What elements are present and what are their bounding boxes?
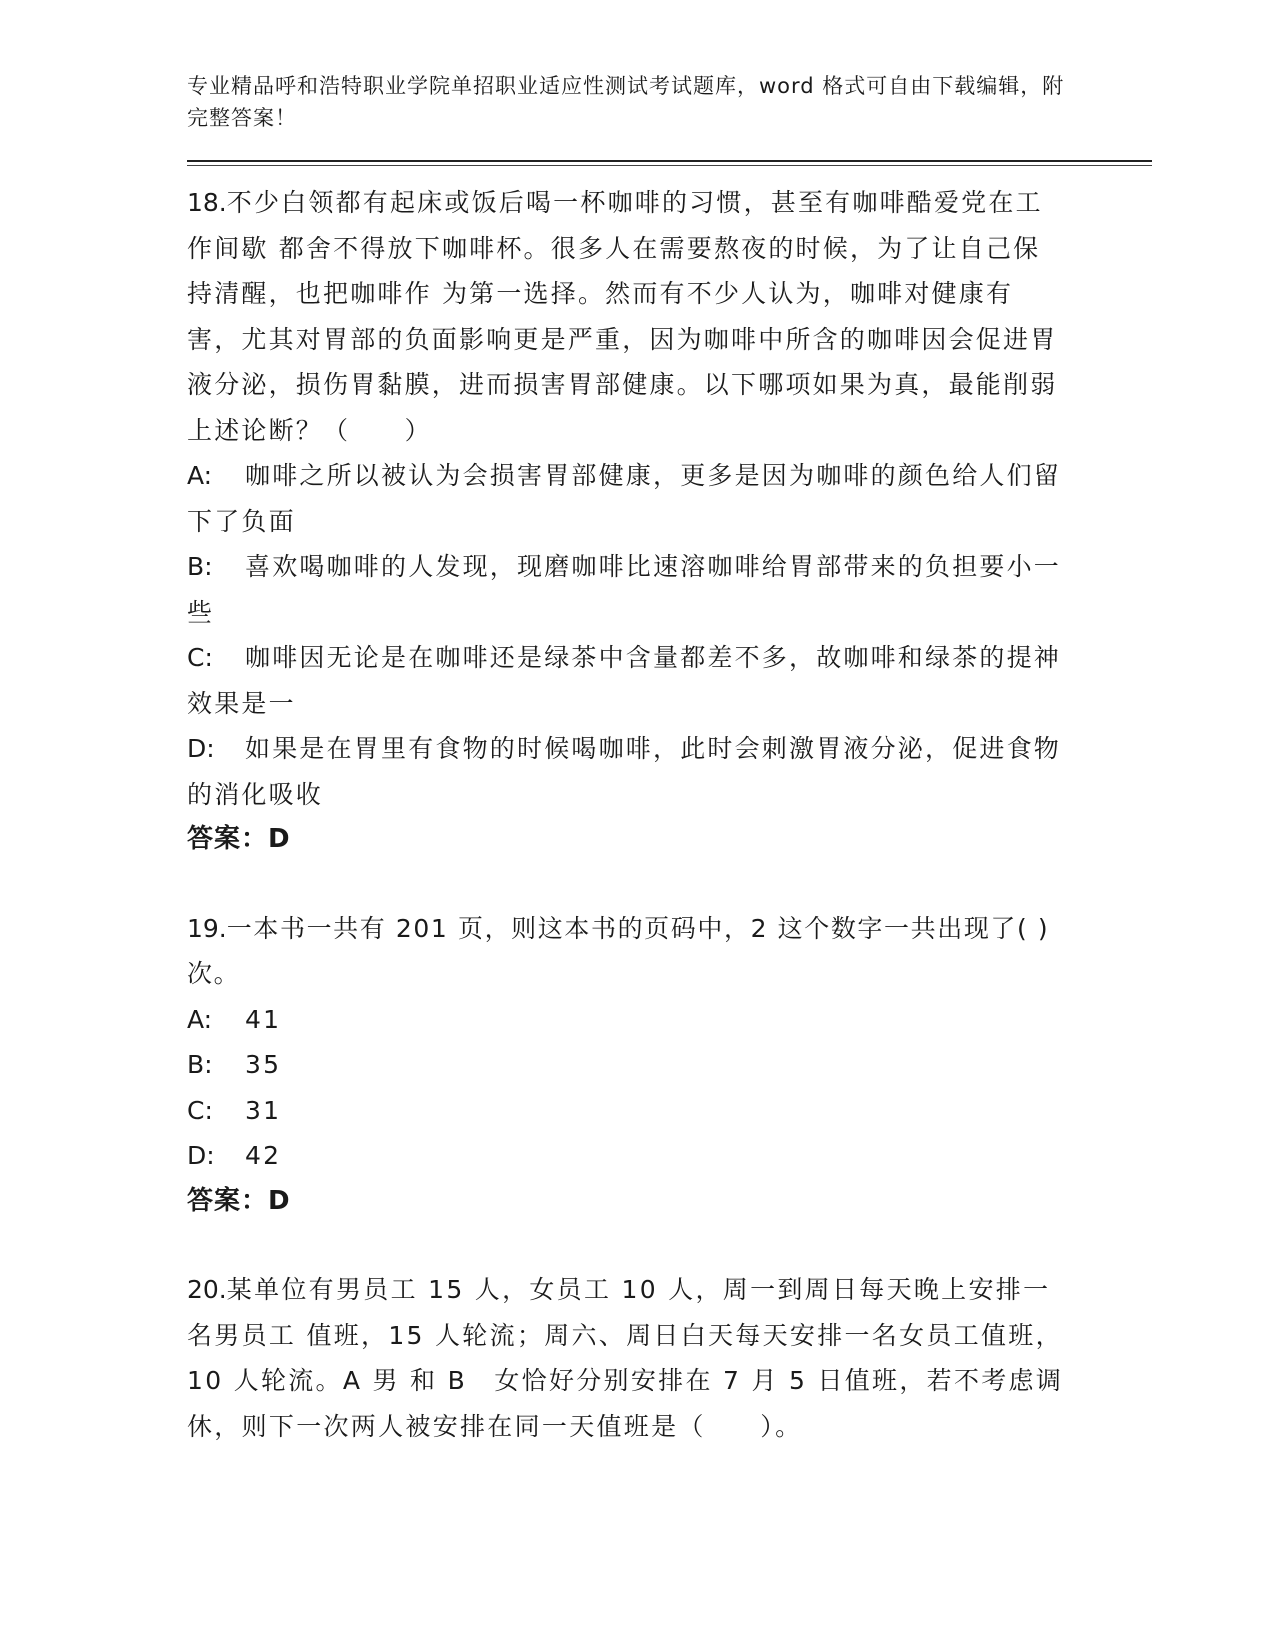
option-letter: A: [187,1004,213,1034]
option-text: 31 [245,1095,282,1125]
option-b [187,544,1067,635]
option-c [187,635,1067,726]
question-gap [187,1224,1152,1267]
option-letter: C: [187,643,213,672]
question-gap [187,863,1152,906]
question-19 [187,906,1152,1225]
question-number: 20. [187,1275,227,1304]
question-18 [187,180,1152,863]
question-stem: 某单位有男员工 15 人，女员工 10 人，周一到周日每天晚上安排一名男员工 值班，15 人轮流；周六、周日白天每天安排一名女员工值班，10 人轮流。A 男 和 B 女恰好分别安排在 7 月 5 日值班，若不考虑调休，则下一次两人被安排在同一天值班是（ ）。 [187,1275,1064,1441]
question-stem: 不少白领都有起床或饭后喝一杯咖啡的习惯，甚至有咖啡酷爱党在工作间歇 都舍不得放下咖啡杯。很多人在需要熬夜的时候，为了让自己保持清醒，也把咖啡作 为第一选择。然而有不少人认为，咖啡对健康有害，尤其对胃部的负面影响更是严重，因为咖啡中所含的咖啡因会促进胃液分泌，损伤胃黏膜，进而损害胃部健康。以下哪项如果为真，最能削弱上述论断？（ ） [187,188,1058,445]
option-text: 如果是在胃里有食物的时候喝咖啡，此时会刺激胃液分泌，促进食物的消化吸收 [187,734,1062,809]
option-text: 35 [245,1050,282,1079]
option-letter: A: [187,461,213,490]
option-text: 42 [245,1141,282,1170]
question-text [187,1267,1067,1449]
question-text [187,180,1067,453]
page-header: 专业精品呼和浩特职业学院单招职业适应性测试考试题库，word 格式可自由下载编辑，附完整答案！ [187,74,1065,130]
option-d [187,726,1067,817]
question-20 [187,1267,1152,1449]
option-text: 喜欢喝咖啡的人发现，现磨咖啡比速溶咖啡给胃部带来的负担要小一些 [187,552,1062,627]
header-divider-thick [187,160,1152,162]
question-text [187,906,1067,997]
option-c [187,1088,1067,1134]
option-text: 咖啡因无论是在咖啡还是绿茶中含量都差不多，故咖啡和绿茶的提神效果是一 [187,643,1062,718]
option-b [187,1042,1067,1088]
option-letter: C: [187,1095,213,1125]
option-a [187,997,1067,1043]
option-letter: D: [187,1141,215,1170]
option-a [187,453,1067,544]
answer-line: 答案：D [187,1185,291,1216]
option-text: 41 [245,1004,282,1034]
question-number: 18. [187,188,227,217]
option-letter: B: [187,1050,213,1079]
option-letter: D: [187,734,215,763]
option-letter: B: [187,552,213,581]
header-divider-thin [187,165,1152,166]
question-stem: 一本书一共有 201 页，则这本书的页码中，2 这个数字一共出现了( )次。 [187,913,1050,988]
answer-line: 答案：D [187,824,291,854]
question-number: 19. [187,913,227,943]
option-text: 咖啡之所以被认为会损害胃部健康，更多是因为咖啡的颜色给人们留下了负面 [187,461,1062,536]
document-page [187,70,1152,1449]
option-d [187,1133,1067,1179]
